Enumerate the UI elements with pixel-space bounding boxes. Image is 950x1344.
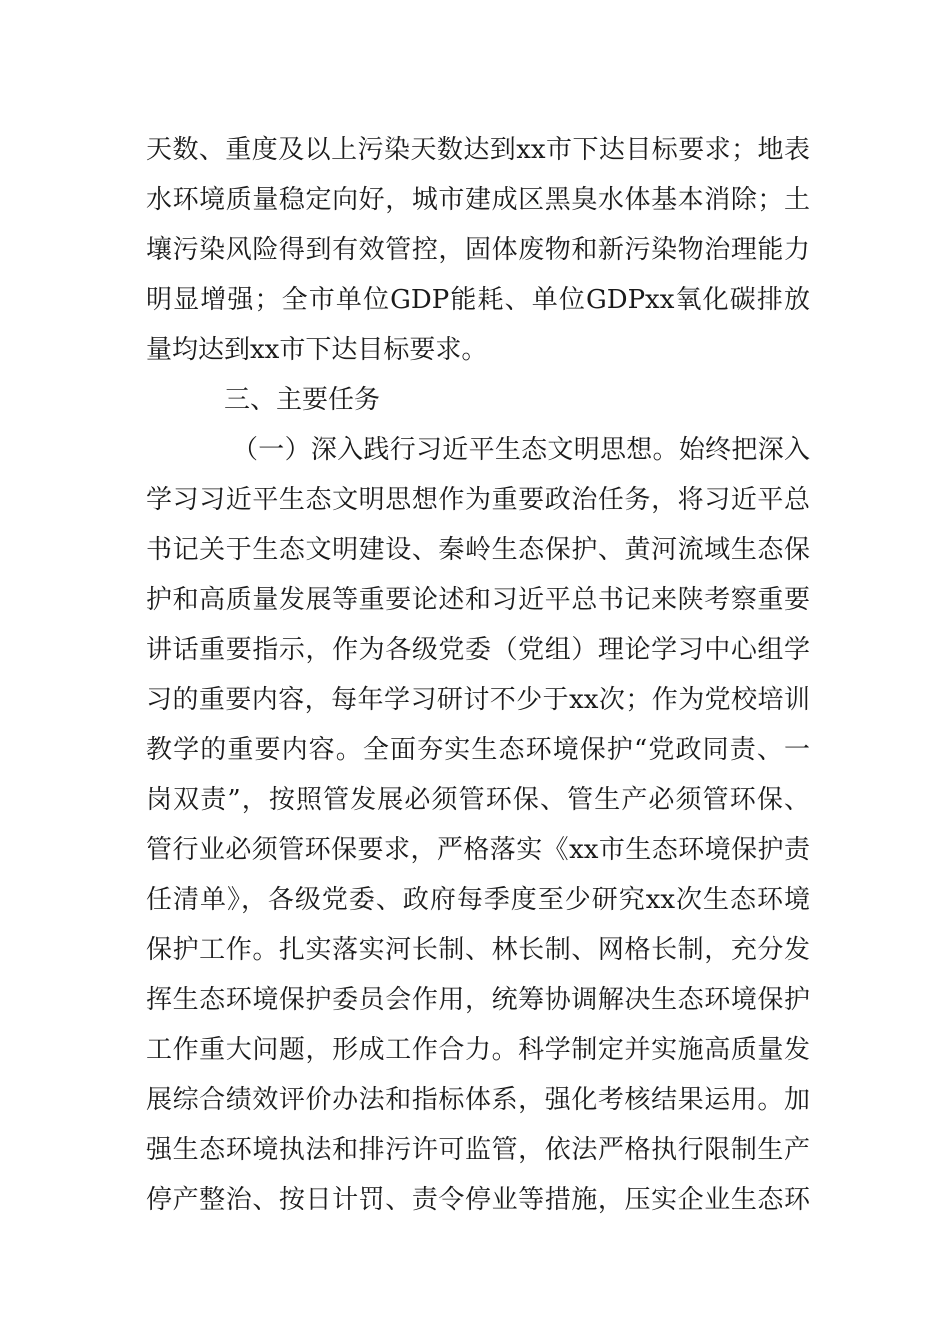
text-line: 工作重大问题，形成工作合力。科学制定并实施高质量发 [146, 1035, 810, 1065]
text-line: 强生态环境执法和排污许可监管，依法严格执行限制生产 [146, 1135, 810, 1165]
text-line: 讲话重要指示，作为各级党委（党组）理论学习中心组学 [146, 635, 810, 665]
text-line: 教学的重要内容。全面夯实生态环境保护“党政同责、一 [146, 735, 810, 765]
text-line: 天数、重度及以上污染天数达到xx市下达目标要求；地表 [146, 135, 810, 165]
text-line: 展综合绩效评价办法和指标体系，强化考核结果运用。加 [146, 1085, 810, 1115]
text-line: 壤污染风险得到有效管控，固体废物和新污染物治理能力 [146, 235, 810, 265]
text-line: 水环境质量稳定向好，城市建成区黑臭水体基本消除；土 [146, 185, 810, 215]
section-heading: 三、主要任务 [224, 385, 381, 415]
text-line: 书记关于生态文明建设、秦岭生态保护、黄河流域生态保 [146, 535, 810, 565]
text-line: 挥生态环境保护委员会作用，统筹协调解决生态环境保护 [146, 985, 810, 1015]
text-line: 学习习近平生态文明思想作为重要政治任务，将习近平总 [146, 485, 810, 515]
text-line: 管行业必须管环保要求，严格落实《xx市生态环境保护责 [146, 835, 810, 865]
text-line: 岗双责”，按照管发展必须管环保、管生产必须管环保、 [146, 785, 810, 815]
text-line: 量均达到xx市下达目标要求。 [146, 335, 488, 365]
subsection-heading-line: （一）深入践行习近平生态文明思想。始终把深入 [232, 435, 810, 465]
text-line: 护和高质量发展等重要论述和习近平总书记来陕考察重要 [146, 585, 810, 615]
text-line: 保护工作。扎实落实河长制、林长制、网格长制，充分发 [146, 935, 810, 965]
text-line: 习的重要内容，每年学习研讨不少于xx次；作为党校培训 [146, 685, 810, 715]
text-line: 停产整治、按日计罚、责令停业等措施，压实企业生态环 [146, 1185, 810, 1215]
text-line: 任清单》，各级党委、政府每季度至少研究xx次生态环境 [146, 885, 810, 915]
text-line: 明显增强；全市单位GDP能耗、单位GDPxx氧化碳排放 [146, 285, 810, 315]
